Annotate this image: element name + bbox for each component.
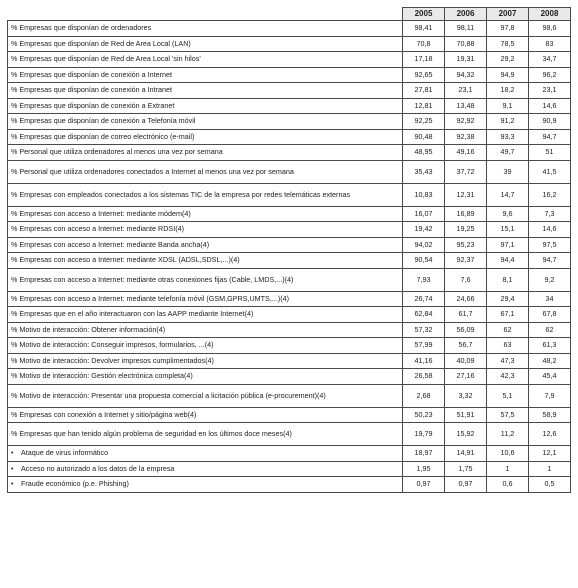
row-label-cell (8, 338, 403, 354)
value-cell-2007: 10,6 (487, 446, 529, 462)
row-label-cell (8, 36, 403, 52)
row-label-cell (8, 52, 403, 68)
value-cell-2007: 47,3 (487, 353, 529, 369)
value-cell-2006: 37,72 (445, 160, 487, 183)
row-label: % Empresas con acceso a Internet: mediante telefonía móvil (GSM,GPRS,UMTS,...)(4) (11, 293, 290, 303)
value-cell-2008: 14,6 (529, 98, 571, 114)
row-label: % Motivo de interacción: Devolver impresos cumplimentados(4) (11, 355, 214, 365)
table-row (8, 338, 571, 354)
value-cell-2006: 12,31 (445, 183, 487, 206)
value-cell-2007: 49,7 (487, 145, 529, 161)
table-row (8, 114, 571, 130)
row-label-cell (8, 353, 403, 369)
value-cell-2007: 15,1 (487, 222, 529, 238)
value-cell-2005: 62,84 (403, 307, 445, 323)
row-label-cell (8, 307, 403, 323)
value-cell-2006: 27,16 (445, 369, 487, 385)
row-label: % Empresas que disponían de Red de Area Local (LAN) (11, 38, 191, 48)
row-label-cell (8, 446, 403, 462)
row-label-cell (8, 206, 403, 222)
row-label: Acceso no autorizado a los datos de la empresa (21, 463, 175, 473)
table-row (8, 477, 571, 493)
value-cell-2006: 14,91 (445, 446, 487, 462)
value-cell-2008: 97,5 (529, 237, 571, 253)
row-label: % Empresas que disponían de conexión a Telefonía móvil (11, 116, 196, 126)
value-cell-2006: 23,1 (445, 83, 487, 99)
row-label-cell (8, 384, 403, 407)
value-cell-2007: 18,2 (487, 83, 529, 99)
row-label: % Empresas que disponían de conexión a Intranet (11, 85, 173, 95)
value-cell-2006: 19,31 (445, 52, 487, 68)
value-cell-2006: 92,38 (445, 129, 487, 145)
row-label-cell (8, 291, 403, 307)
row-label: % Personal que utiliza ordenadores al menos una vez por semana (11, 147, 223, 157)
table-row (8, 423, 571, 446)
row-label: % Empresas que disponían de conexión a Internet (11, 69, 173, 79)
value-cell-2007: 29,4 (487, 291, 529, 307)
value-cell-2006: 19,25 (445, 222, 487, 238)
table-row (8, 369, 571, 385)
row-label-cell (8, 222, 403, 238)
value-cell-2005: 18,97 (403, 446, 445, 462)
table-row (8, 145, 571, 161)
table-row (8, 291, 571, 307)
value-cell-2005: 70,8 (403, 36, 445, 52)
value-cell-2007: 11,2 (487, 423, 529, 446)
value-cell-2008: 58,9 (529, 407, 571, 423)
value-cell-2005: 48,95 (403, 145, 445, 161)
value-cell-2006: 13,48 (445, 98, 487, 114)
value-cell-2006: 16,89 (445, 206, 487, 222)
row-label-cell (8, 183, 403, 206)
row-label: % Empresas con acceso a Internet: mediante RDSI(4) (11, 224, 184, 234)
value-cell-2005: 92,65 (403, 67, 445, 83)
row-label-cell (8, 423, 403, 446)
value-cell-2005: 92,25 (403, 114, 445, 130)
value-cell-2005: 27,81 (403, 83, 445, 99)
row-label: % Empresas que en el año interactuaron con las AAPP mediante Internet(4) (11, 309, 254, 319)
value-cell-2008: 7,9 (529, 384, 571, 407)
value-cell-2007: 93,3 (487, 129, 529, 145)
value-cell-2006: 92,37 (445, 253, 487, 269)
value-cell-2007: 14,7 (487, 183, 529, 206)
value-cell-2007: 67,1 (487, 307, 529, 323)
value-cell-2008: 0,5 (529, 477, 571, 493)
row-label: % Empresas que disponían de Red de Area Local 'sin hilos' (11, 54, 201, 64)
value-cell-2007: 8,1 (487, 268, 529, 291)
value-cell-2006: 49,16 (445, 145, 487, 161)
value-cell-2007: 29,2 (487, 52, 529, 68)
row-label: % Empresas con acceso a Internet: mediante otras conexiones fijas (Cable, LMDS,...)(4) (11, 274, 294, 284)
value-cell-2007: 78,5 (487, 36, 529, 52)
row-label: % Empresas con acceso a Internet: mediante XDSL (ADSL,SDSL,...)(4) (11, 255, 240, 265)
value-cell-2007: 1 (487, 461, 529, 477)
value-cell-2008: 94,7 (529, 129, 571, 145)
value-cell-2007: 62 (487, 322, 529, 338)
value-cell-2008: 1 (529, 461, 571, 477)
value-cell-2005: 12,81 (403, 98, 445, 114)
row-label: % Empresas con empleados conectados a los sistemas TIC de la empresa por redes telemáticas externas (11, 189, 351, 199)
value-cell-2005: 7,93 (403, 268, 445, 291)
value-cell-2006: 98,11 (445, 21, 487, 37)
row-label-cell (8, 83, 403, 99)
row-label-cell (8, 129, 403, 145)
value-cell-2006: 7,6 (445, 268, 487, 291)
statistics-table (7, 7, 571, 493)
table-row (8, 83, 571, 99)
row-label: % Empresas con conexión a Internet y sitio/página web(4) (11, 409, 197, 419)
year-header: 2006 (445, 8, 487, 21)
value-cell-2006: 95,23 (445, 237, 487, 253)
row-label: % Motivo de interacción: Gestión electrónica completa(4) (11, 371, 193, 381)
value-cell-2005: 19,79 (403, 423, 445, 446)
value-cell-2008: 94,7 (529, 253, 571, 269)
value-cell-2008: 12,1 (529, 446, 571, 462)
table-row (8, 322, 571, 338)
row-label-cell (8, 114, 403, 130)
table-row (8, 160, 571, 183)
row-label-cell (8, 477, 403, 493)
row-label: Ataque de virus informático (21, 448, 109, 458)
value-cell-2008: 51 (529, 145, 571, 161)
table-row (8, 237, 571, 253)
value-cell-2008: 14,6 (529, 222, 571, 238)
value-cell-2005: 90,54 (403, 253, 445, 269)
table-row (8, 67, 571, 83)
value-cell-2006: 1,75 (445, 461, 487, 477)
value-cell-2006: 3,32 (445, 384, 487, 407)
value-cell-2007: 57,5 (487, 407, 529, 423)
value-cell-2008: 45,4 (529, 369, 571, 385)
value-cell-2007: 97,1 (487, 237, 529, 253)
row-label-cell (8, 461, 403, 477)
statistics-table-container (7, 7, 570, 493)
table-row (8, 446, 571, 462)
row-label-cell (8, 145, 403, 161)
value-cell-2005: 1,95 (403, 461, 445, 477)
table-row (8, 307, 571, 323)
table-row (8, 206, 571, 222)
value-cell-2007: 94,4 (487, 253, 529, 269)
table-row (8, 268, 571, 291)
table-row (8, 253, 571, 269)
value-cell-2005: 17,18 (403, 52, 445, 68)
row-label-cell (8, 67, 403, 83)
value-cell-2005: 94,02 (403, 237, 445, 253)
row-label: % Empresas que han tenido algún problema de seguridad en los últimos doce meses(4) (11, 429, 292, 438)
year-header: 2008 (529, 8, 571, 21)
table-row (8, 36, 571, 52)
table-row (8, 52, 571, 68)
header-row (8, 8, 571, 21)
value-cell-2008: 98,6 (529, 21, 571, 37)
row-label-cell (8, 407, 403, 423)
value-cell-2006: 70,88 (445, 36, 487, 52)
value-cell-2006: 61,7 (445, 307, 487, 323)
value-cell-2005: 98,41 (403, 21, 445, 37)
row-label-cell (8, 253, 403, 269)
row-label-cell (8, 160, 403, 183)
value-cell-2007: 9,1 (487, 98, 529, 114)
value-cell-2008: 23,1 (529, 83, 571, 99)
value-cell-2005: 10,83 (403, 183, 445, 206)
value-cell-2008: 67,8 (529, 307, 571, 323)
value-cell-2005: 57,32 (403, 322, 445, 338)
table-row (8, 384, 571, 407)
value-cell-2005: 50,23 (403, 407, 445, 423)
row-label-cell (8, 21, 403, 37)
table-row (8, 407, 571, 423)
table-row (8, 21, 571, 37)
row-label-cell (8, 98, 403, 114)
row-label: % Motivo de interacción: Presentar una propuesta comercial a licitación pública (e-procurement)(4) (11, 390, 326, 400)
value-cell-2008: 7,3 (529, 206, 571, 222)
bullet-marker: • (11, 448, 14, 458)
value-cell-2005: 16,07 (403, 206, 445, 222)
value-cell-2008: 34,7 (529, 52, 571, 68)
row-label: % Motivo de interacción: Obtener información(4) (11, 324, 166, 334)
bullet-marker: • (11, 479, 14, 489)
value-cell-2007: 9,6 (487, 206, 529, 222)
value-cell-2008: 48,2 (529, 353, 571, 369)
value-cell-2008: 16,2 (529, 183, 571, 206)
value-cell-2005: 35,43 (403, 160, 445, 183)
row-label: % Empresas con acceso a Internet: mediante Banda ancha(4) (11, 239, 210, 249)
value-cell-2006: 15,92 (445, 423, 487, 446)
year-header: 2007 (487, 8, 529, 21)
year-header: 2005 (403, 8, 445, 21)
value-cell-2008: 41,5 (529, 160, 571, 183)
value-cell-2006: 24,66 (445, 291, 487, 307)
row-label: % Empresas que disponían de conexión a Extranet (11, 100, 175, 110)
value-cell-2005: 2,68 (403, 384, 445, 407)
value-cell-2008: 96,2 (529, 67, 571, 83)
value-cell-2007: 0,6 (487, 477, 529, 493)
table-row (8, 222, 571, 238)
table-row (8, 98, 571, 114)
header-corner (8, 8, 403, 21)
value-cell-2007: 91,2 (487, 114, 529, 130)
row-label: % Empresas que disponían de ordenadores (11, 23, 152, 33)
value-cell-2007: 63 (487, 338, 529, 354)
row-label-cell (8, 322, 403, 338)
value-cell-2005: 90,48 (403, 129, 445, 145)
value-cell-2007: 42,3 (487, 369, 529, 385)
table-row (8, 129, 571, 145)
value-cell-2005: 26,74 (403, 291, 445, 307)
row-label-cell (8, 369, 403, 385)
value-cell-2006: 56,7 (445, 338, 487, 354)
row-label-cell (8, 268, 403, 291)
value-cell-2006: 56,09 (445, 322, 487, 338)
table-row (8, 353, 571, 369)
value-cell-2005: 41,16 (403, 353, 445, 369)
value-cell-2005: 0,97 (403, 477, 445, 493)
value-cell-2008: 34 (529, 291, 571, 307)
value-cell-2008: 90,9 (529, 114, 571, 130)
value-cell-2005: 19,42 (403, 222, 445, 238)
row-label: % Motivo de interacción: Conseguir impresos, formularios, ...(4) (11, 340, 214, 350)
value-cell-2008: 9,2 (529, 268, 571, 291)
value-cell-2008: 12,6 (529, 423, 571, 446)
value-cell-2006: 94,32 (445, 67, 487, 83)
value-cell-2007: 94,9 (487, 67, 529, 83)
value-cell-2007: 5,1 (487, 384, 529, 407)
bullet-marker: • (11, 463, 14, 473)
value-cell-2007: 39 (487, 160, 529, 183)
row-label: % Personal que utiliza ordenadores conectados a Internet al menos una vez por semana (11, 166, 294, 176)
value-cell-2007: 97,8 (487, 21, 529, 37)
value-cell-2006: 40,09 (445, 353, 487, 369)
table-row (8, 183, 571, 206)
row-label: Fraude económico (p.e. Phishing) (21, 479, 129, 489)
value-cell-2008: 62 (529, 322, 571, 338)
value-cell-2005: 57,99 (403, 338, 445, 354)
value-cell-2006: 51,91 (445, 407, 487, 423)
table-body (8, 21, 571, 493)
value-cell-2008: 83 (529, 36, 571, 52)
value-cell-2008: 61,3 (529, 338, 571, 354)
row-label: % Empresas que disponían de correo electrónico (e-mail) (11, 131, 195, 141)
value-cell-2006: 0,97 (445, 477, 487, 493)
value-cell-2006: 92,92 (445, 114, 487, 130)
row-label: % Empresas con acceso a Internet: mediante módem(4) (11, 208, 191, 218)
row-label-cell (8, 237, 403, 253)
value-cell-2005: 26,58 (403, 369, 445, 385)
table-row (8, 461, 571, 477)
